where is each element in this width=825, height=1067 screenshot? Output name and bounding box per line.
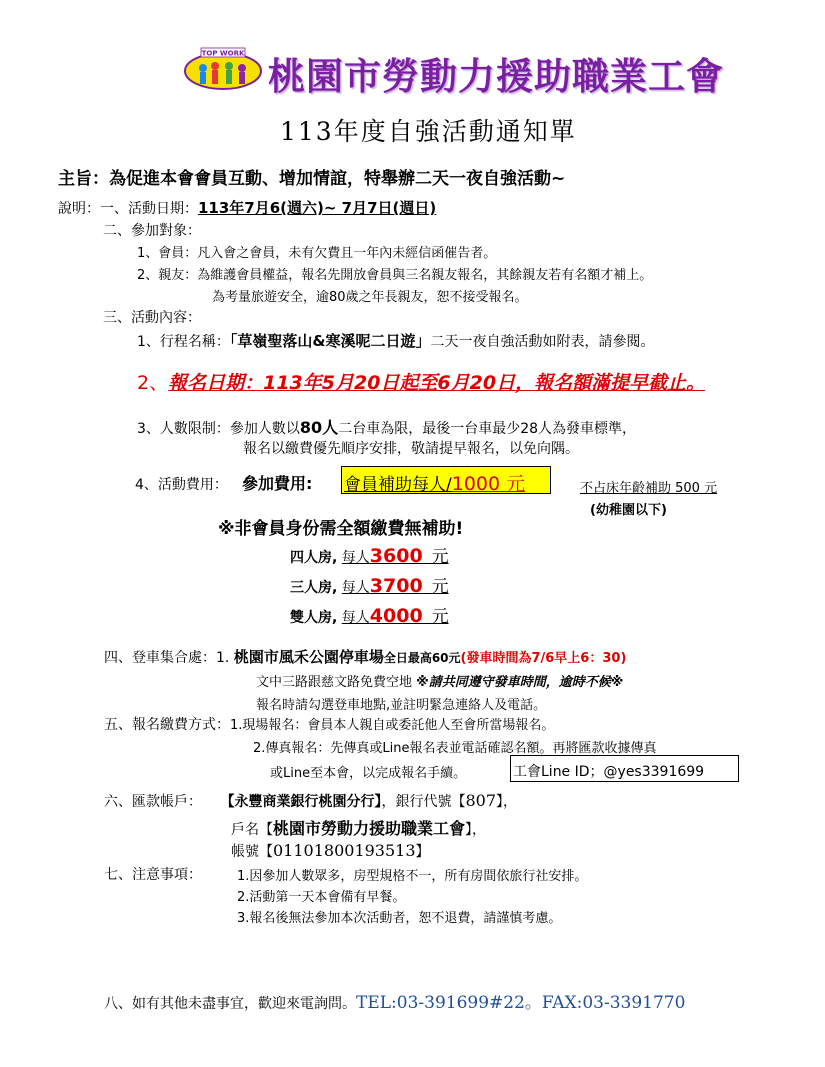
trip-name-prefix: 1、行程名稱： (137, 334, 230, 350)
room-price-amount: 4000 (369, 605, 423, 627)
room-price-row (290, 572, 449, 602)
organization-name: 桃園市勞動力援助職業工會 (268, 54, 724, 98)
section-2-heading: 二、參加對象： (103, 223, 201, 239)
headcount-suffix: 二台車為限，最後一台車最少28人為發車標準， (338, 421, 637, 437)
room-price (341, 605, 449, 627)
headcount-line-2: 報名以繳費優先順序安排，敬請提早報名，以免向隅。 (243, 441, 579, 457)
room-price-row (290, 602, 449, 632)
payment-line-1 (104, 714, 554, 734)
subject-line: 主旨：為促進本會會員互動、增加情誼，特舉辦二天一夜自強活動~ (58, 169, 566, 189)
member-subsidy-label: 會員補助每人/ (344, 475, 452, 495)
registration-period-prefix: 2、 (137, 372, 169, 394)
room-per: 每人 (341, 580, 370, 596)
boarding-line-1 (104, 646, 626, 667)
room-price-row (290, 542, 449, 572)
child-subsidy-note-2: (幼稚園以下) (590, 503, 667, 518)
document-title: 113年度自強活動通知單 (280, 117, 577, 146)
member-subsidy-amount: 1000 元 (451, 473, 526, 495)
account-name: 桃園市勞動力援助職業工會 (273, 819, 466, 838)
boarding-line-3: 報名時請勾選登車地點,並註明緊急連絡人及電話。 (256, 698, 547, 713)
fax-registration-cont: 或Line至本會，以完成報名手續。 (270, 766, 467, 781)
contact-line (104, 988, 685, 1013)
note-1: 1.因參加人數眾多，房型規格不一，所有房間依旅行社安排。 (237, 869, 588, 884)
account-number-suffix: 】 (415, 844, 430, 860)
room-price-unit: 元 (431, 547, 449, 567)
registration-period: 報名日期：113年5月20日起至6月20日，報名額滿提早截止。 (168, 372, 706, 394)
payment-prefix: 五、報名繳費方式： (104, 717, 230, 733)
bank-prefix: 六、匯款帳戶： (104, 794, 202, 810)
contact-prefix: 八、如有其他未盡事宜，歡迎來電詢問。 (104, 996, 356, 1012)
room-price-unit: 元 (431, 577, 449, 597)
room-price (341, 545, 449, 567)
fax-registration: 2.傳真報名：先傳真或Line報名表並電話確認名額。再將匯款收據傳真 (253, 741, 657, 756)
bank-name: 【永豐商業銀行桃園分行】 (220, 794, 382, 810)
child-subsidy-note: 不占床年齡補助 500 元 (580, 481, 718, 496)
bank-code-suffix: 】， (496, 794, 517, 810)
logo-text: TOP WORK (201, 49, 245, 58)
note-2: 2.活動第一天本會備有早餐。 (237, 890, 406, 905)
trip-name-suffix: 二天一夜自強活動如附表，請參閱。 (430, 334, 655, 350)
room-type: 三人房, (290, 580, 338, 596)
room-type: 四人房, (290, 550, 338, 566)
contact-numbers: TEL:03-391699#22。FAX:03-3391770 (356, 993, 686, 1013)
room-price-amount: 3700 (369, 575, 423, 597)
fee-label: 參加費用: (242, 474, 313, 493)
organization-logo (183, 46, 263, 92)
boarding-place: 桃園市風禾公園停車場 (233, 648, 384, 666)
member-subsidy (344, 469, 525, 496)
section-1-prefix: 說明：一、活動日期： (58, 201, 198, 217)
departure-time: (發車時間為7/6早上6：30) (460, 651, 627, 666)
note-3: 3.報名後無法參加本次活動者，恕不退費，請謹慎考慮。 (237, 911, 562, 926)
room-per: 每人 (341, 610, 370, 626)
headcount-line-1 (137, 415, 636, 438)
room-type: 雙人房, (290, 610, 338, 626)
section-3-heading: 三、活動內容： (103, 310, 201, 326)
nonmember-note: ※非會員身份需全額繳費無補助! (218, 519, 464, 539)
eligibility-relatives: 2、親友：為維護會員權益，報名先開放會員與三名親友報名，其餘親友若有名額才補上。 (137, 268, 653, 283)
account-name-line (231, 816, 486, 839)
eligibility-member: 1、會員：凡入會之會員，未有欠費且一年內未經信函催告者。 (137, 246, 497, 261)
fee-prefix: 4、活動費用： (135, 477, 228, 493)
activity-date: 113年7月6(週六)~ 7月7日(週日) (198, 199, 437, 217)
trip-name: 「草嶺聖落山&寒溪呢二日遊」 (229, 332, 431, 350)
eligibility-age-note: 為考量旅遊安全，逾80歲之年長親友，恕不接受報名。 (212, 290, 528, 305)
notes-heading: 七、注意事項： (104, 867, 202, 883)
account-name-prefix: 戶名【 (231, 822, 273, 838)
trip-name-line (137, 330, 655, 351)
section-1 (58, 197, 436, 218)
headcount-prefix: 3、人數限制：參加人數以 (137, 421, 300, 437)
line-id: 工會Line ID；@yes3391699 (513, 764, 705, 780)
registration-period-line (137, 368, 705, 395)
account-number-prefix: 帳號【 (231, 844, 273, 860)
bank-code-prefix: ，銀行代號【 (381, 794, 466, 810)
parking-fee: 全日最高60元 (383, 651, 461, 665)
headcount-number: 80人 (299, 418, 339, 437)
account-number-line (231, 841, 430, 861)
boarding-line-2 (256, 671, 623, 690)
room-price (341, 575, 449, 597)
bank-code: 807 (465, 791, 496, 810)
room-price-unit: 元 (431, 607, 449, 627)
punctuality-note: ※請共同遵守發車時間，逾時不候※ (416, 675, 624, 690)
boarding-prefix: 四、登車集合處：1. (104, 650, 230, 666)
room-per: 每人 (341, 550, 370, 566)
room-price-list (290, 542, 449, 632)
alt-boarding-place: 文中三路跟慈文路免費空地 (256, 675, 413, 690)
onsite-registration: 1.現場報名：會員本人親自或委託他人至會所當場報名。 (230, 718, 555, 733)
account-number: 01101800193513 (273, 841, 416, 860)
account-name-suffix: 】， (465, 822, 487, 838)
bank-line (104, 791, 517, 811)
room-price-amount: 3600 (369, 545, 423, 567)
